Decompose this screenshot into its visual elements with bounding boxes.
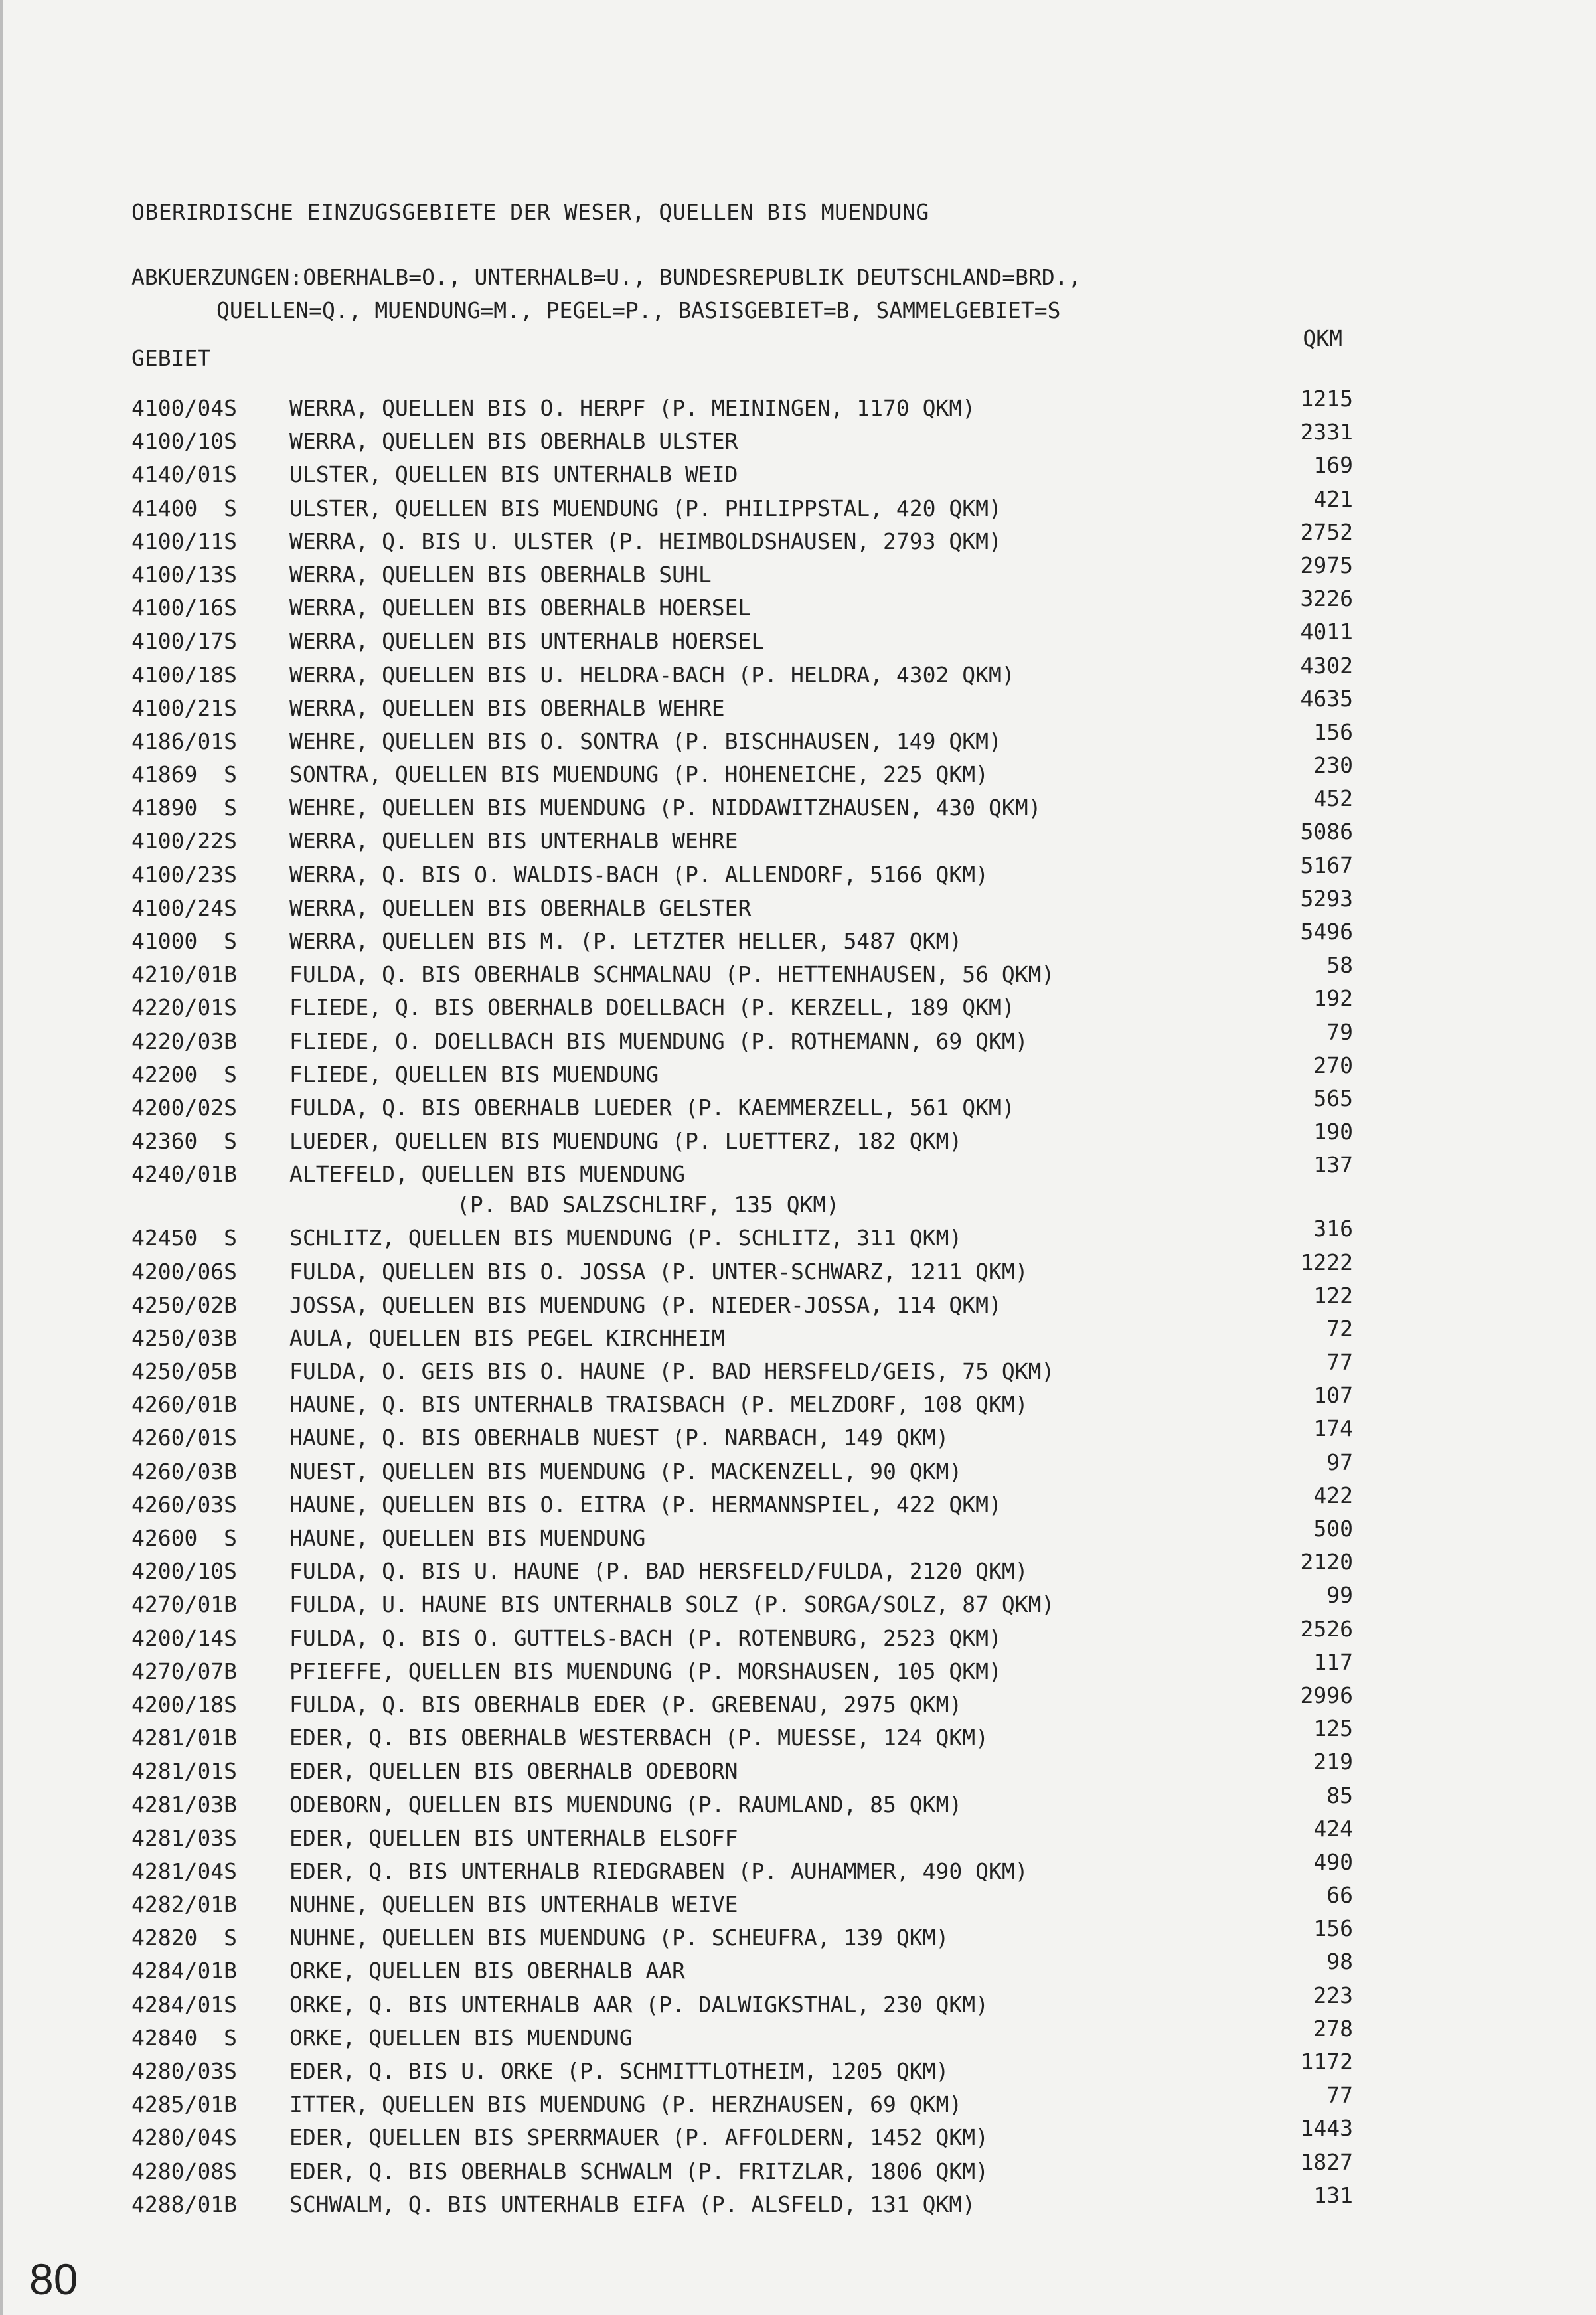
basin-area-qkm: 2331 [1300, 419, 1353, 445]
basin-description: FULDA, O. GEIS BIS O. HAUNE (P. BAD HERSFELD/GEIS, 75 QKM) [289, 1358, 1055, 1385]
basin-area-qkm: 2120 [1300, 1549, 1353, 1575]
basin-description: WEHRE, QUELLEN BIS O. SONTRA (P. BISCHHAUSEN, 149 QKM) [289, 728, 1002, 754]
basin-area-qkm: 421 [1313, 485, 1353, 512]
basin-area-qkm: 190 [1313, 1119, 1353, 1145]
basin-code: 4281/04S [131, 1858, 237, 1884]
table-row [131, 1615, 1353, 1658]
table-row [131, 1582, 1353, 1625]
table-row [131, 2082, 1353, 2124]
basin-description: WERRA, QUELLEN BIS O. HERPF (P. MEININGEN, 1170 QKM) [289, 395, 976, 421]
basin-code: 42820 S [131, 1925, 237, 1951]
basin-area-qkm: 2752 [1300, 519, 1353, 545]
table-row [131, 485, 1353, 528]
basin-description: WERRA, Q. BIS U. ULSTER (P. HEIMBOLDSHAUSEN, 2793 QKM) [289, 528, 1002, 554]
basin-description: WERRA, QUELLEN BIS OBERHALB GELSTER [289, 894, 752, 921]
basin-description: ODEBORN, QUELLEN BIS MUENDUNG (P. RAUMLAND, 85 QKM) [289, 1791, 963, 1818]
basin-description: SONTRA, QUELLEN BIS MUENDUNG (P. HOHENEICHE, 225 QKM) [289, 761, 989, 788]
column-header-qkm: QKM [1303, 325, 1342, 351]
basin-code: 4200/18S [131, 1691, 237, 1717]
basin-area-qkm: 98 [1326, 1949, 1353, 1975]
basin-description: NUHNE, QUELLEN BIS MUENDUNG (P. SCHEUFRA, 139 QKM) [289, 1925, 949, 1951]
basin-code: 42450 S [131, 1225, 237, 1251]
basin-area-qkm: 565 [1313, 1085, 1353, 1111]
basin-description: HAUNE, Q. BIS UNTERHALB TRAISBACH (P. MELZDORF, 108 QKM) [289, 1392, 1028, 1418]
basin-area-qkm: 5086 [1300, 819, 1353, 845]
basin-description: FULDA, Q. BIS OBERHALB SCHMALNAU (P. HETTENHAUSEN, 56 QKM) [289, 961, 1055, 988]
basin-code: 42200 S [131, 1061, 237, 1087]
basin-area-qkm: 125 [1313, 1716, 1353, 1742]
basin-area-qkm: 131 [1313, 2182, 1353, 2208]
basin-code: 4100/23S [131, 861, 237, 888]
basin-description: FLIEDE, QUELLEN BIS MUENDUNG [289, 1061, 659, 1087]
basin-code: 4284/01B [131, 1958, 237, 1984]
basin-area-qkm: 1172 [1300, 2049, 1353, 2075]
table-row [131, 1018, 1353, 1062]
table-row [131, 1415, 1353, 1458]
basin-area-qkm: 77 [1326, 1349, 1353, 1376]
table-row [131, 718, 1353, 761]
table-row [131, 1749, 1353, 1791]
basin-area-qkm: 5496 [1300, 919, 1353, 945]
basin-code: 4100/22S [131, 828, 237, 854]
basin-description: NUEST, QUELLEN BIS MUENDUNG (P. MACKENZELL, 90 QKM) [289, 1458, 963, 1484]
basin-description: LUEDER, QUELLEN BIS MUENDUNG (P. LUETTERZ, 182 QKM) [289, 1128, 963, 1155]
basin-description: WERRA, QUELLEN BIS OBERHALB HOERSEL [289, 595, 752, 621]
basin-area-qkm: 192 [1313, 985, 1353, 1012]
basin-code: 4186/01S [131, 728, 237, 754]
table-row [131, 1216, 1353, 1258]
basin-area-qkm: 500 [1313, 1516, 1353, 1542]
basin-description: ITTER, QUELLEN BIS MUENDUNG (P. HERZHAUSEN, 69 QKM) [289, 2091, 963, 2118]
table-row [131, 1085, 1353, 1128]
basin-code: 4260/03B [131, 1458, 237, 1484]
table-row [131, 1782, 1353, 1825]
table-row [131, 752, 1353, 795]
basin-description: ORKE, QUELLEN BIS OBERHALB AAR [289, 1958, 686, 1984]
basin-area-qkm: 422 [1313, 1482, 1353, 1508]
basin-area-qkm: 2975 [1300, 552, 1353, 578]
table-row [131, 985, 1353, 1028]
basin-description: EDER, QUELLEN BIS UNTERHALB ELSOFF [289, 1824, 738, 1851]
basin-code: 4270/07B [131, 1658, 237, 1684]
basin-area-qkm: 117 [1313, 1648, 1353, 1675]
table-row [131, 785, 1353, 828]
basin-code: 41000 S [131, 928, 237, 954]
basin-code: 4100/11S [131, 528, 237, 554]
basin-area-qkm: 58 [1326, 952, 1353, 979]
basin-description-continued: (P. BAD SALZSCHLIRF, 135 QKM) [457, 1192, 840, 1218]
table-row [131, 1315, 1353, 1358]
basin-code: 4100/13S [131, 561, 237, 588]
table-row [131, 919, 1353, 961]
basin-code: 4200/02S [131, 1094, 237, 1121]
table-row [131, 1815, 1353, 1858]
column-header-gebiet: GEBIET [131, 345, 211, 371]
table-row [131, 1152, 1353, 1225]
basin-area-qkm: 230 [1313, 752, 1353, 779]
basin-area-qkm: 4635 [1300, 685, 1353, 712]
basin-code: 4280/08S [131, 2158, 237, 2184]
basin-area-qkm: 219 [1313, 1749, 1353, 1775]
basin-description: WERRA, Q. BIS O. WALDIS-BACH (P. ALLENDORF, 5166 QKM) [289, 861, 989, 888]
basin-area-qkm: 1222 [1300, 1249, 1353, 1275]
table-row [131, 1915, 1353, 1958]
basin-area-qkm: 2996 [1300, 1682, 1353, 1708]
table-row [131, 1716, 1353, 1758]
basin-description: EDER, Q. BIS UNTERHALB RIEDGRABEN (P. AUHAMMER, 490 QKM) [289, 1858, 1028, 1884]
basin-code: 4260/03S [131, 1491, 237, 1518]
table-row [131, 2115, 1353, 2158]
basin-description: FULDA, QUELLEN BIS O. JOSSA (P. UNTER-SCHWARZ, 1211 QKM) [289, 1258, 1028, 1285]
basin-area-qkm: 2526 [1300, 1615, 1353, 1642]
basin-area-qkm: 72 [1326, 1315, 1353, 1342]
basin-code: 4220/01S [131, 995, 237, 1021]
basin-area-qkm: 99 [1326, 1582, 1353, 1609]
table-row [131, 1682, 1353, 1725]
basin-code: 4250/02B [131, 1291, 237, 1318]
basin-area-qkm: 278 [1313, 2015, 1353, 2041]
basin-description: FULDA, Q. BIS OBERHALB EDER (P. GREBENAU, 2975 QKM) [289, 1691, 963, 1717]
basin-code: 4100/10S [131, 428, 237, 455]
basin-area-qkm: 4302 [1300, 652, 1353, 679]
basin-description: FLIEDE, Q. BIS OBERHALB DOELLBACH (P. KERZELL, 189 QKM) [289, 995, 1015, 1021]
basin-area-qkm: 97 [1326, 1449, 1353, 1475]
basin-code: 42360 S [131, 1128, 237, 1155]
basin-code: 4100/04S [131, 395, 237, 421]
basin-description: HAUNE, QUELLEN BIS MUENDUNG [289, 1525, 646, 1551]
basin-area-qkm: 77 [1326, 2082, 1353, 2109]
basin-area-qkm: 5293 [1300, 885, 1353, 912]
table-row [131, 552, 1353, 595]
basin-area-qkm: 122 [1313, 1282, 1353, 1309]
basin-area-qkm: 107 [1313, 1382, 1353, 1409]
table-row [131, 2015, 1353, 2058]
basin-description: FULDA, Q. BIS U. HAUNE (P. BAD HERSFELD/FULDA, 2120 QKM) [289, 1558, 1028, 1585]
table-row [131, 1052, 1353, 1095]
page-number: 80 [29, 2255, 78, 2304]
basin-code: 4281/01S [131, 1758, 237, 1785]
basin-description: EDER, Q. BIS U. ORKE (P. SCHMITTLOTHEIM, 1205 QKM) [289, 2058, 949, 2084]
table-row [131, 1349, 1353, 1392]
basin-code: 41400 S [131, 495, 237, 521]
basin-area-qkm: 169 [1313, 452, 1353, 479]
basin-area-qkm: 1827 [1300, 2148, 1353, 2175]
basin-area-qkm: 316 [1313, 1216, 1353, 1242]
basin-code: 42600 S [131, 1525, 237, 1551]
table-row [131, 1382, 1353, 1425]
table-row [131, 586, 1353, 628]
table-row [131, 1949, 1353, 1991]
basin-area-qkm: 156 [1313, 1915, 1353, 1942]
basin-code: 4100/18S [131, 661, 237, 688]
basin-code: 4270/01B [131, 1591, 237, 1618]
basin-area-qkm: 137 [1313, 1152, 1353, 1178]
basin-description: EDER, Q. BIS OBERHALB WESTERBACH (P. MUESSE, 124 QKM) [289, 1725, 989, 1751]
basin-description: ORKE, QUELLEN BIS MUENDUNG [289, 2024, 633, 2051]
basin-description: HAUNE, QUELLEN BIS O. EITRA (P. HERMANNSPIEL, 422 QKM) [289, 1491, 1002, 1518]
table-row [131, 419, 1353, 461]
table-row [131, 619, 1353, 661]
table-row [131, 2148, 1353, 2192]
basin-code: 4100/16S [131, 595, 237, 621]
table-row [131, 386, 1353, 428]
table-row [131, 2182, 1353, 2225]
abbreviations-line-2: QUELLEN=Q., MUENDUNG=M., PEGEL=P., BASISGEBIET=B, SAMMELGEBIET=S [216, 297, 1061, 323]
table-row [131, 519, 1353, 562]
table-row [131, 852, 1353, 895]
table-row [131, 2049, 1353, 2091]
basin-area-qkm: 4011 [1300, 619, 1353, 645]
basin-area-qkm: 1443 [1300, 2115, 1353, 2142]
basin-description: FULDA, Q. BIS OBERHALB LUEDER (P. KAEMMERZELL, 561 QKM) [289, 1094, 1015, 1121]
table-row [131, 1282, 1353, 1325]
basin-description: AULA, QUELLEN BIS PEGEL KIRCHHEIM [289, 1324, 725, 1351]
basin-code: 4100/21S [131, 694, 237, 721]
basin-description: WERRA, QUELLEN BIS UNTERHALB HOERSEL [289, 628, 765, 655]
basin-area-qkm: 174 [1313, 1415, 1353, 1442]
basin-description: WERRA, QUELLEN BIS U. HELDRA-BACH (P. HELDRA, 4302 QKM) [289, 661, 1015, 688]
basin-description: FULDA, Q. BIS O. GUTTELS-BACH (P. ROTENBURG, 2523 QKM) [289, 1625, 1002, 1651]
basin-area-qkm: 270 [1313, 1052, 1353, 1078]
basin-description: EDER, QUELLEN BIS OBERHALB ODEBORN [289, 1758, 738, 1785]
table-row [131, 952, 1353, 995]
basin-code: 4220/03B [131, 1028, 237, 1054]
basin-description: FLIEDE, O. DOELLBACH BIS MUENDUNG (P. ROTHEMANN, 69 QKM) [289, 1028, 1028, 1054]
basin-description: EDER, QUELLEN BIS SPERRMAUER (P. AFFOLDERN, 1452 QKM) [289, 2124, 989, 2151]
document-title: OBERIRDISCHE EINZUGSGEBIETE DER WESER, QUELLEN BIS MUENDUNG [131, 199, 929, 225]
basin-description: HAUNE, Q. BIS OBERHALB NUEST (P. NARBACH, 149 QKM) [289, 1425, 949, 1451]
table-row [131, 1982, 1353, 2025]
basin-description: ORKE, Q. BIS UNTERHALB AAR (P. DALWIGKSTHAL, 230 QKM) [289, 1991, 989, 2018]
basin-description: JOSSA, QUELLEN BIS MUENDUNG (P. NIEDER-JOSSA, 114 QKM) [289, 1291, 1002, 1318]
basin-area-qkm: 490 [1313, 1848, 1353, 1875]
basin-area-qkm: 1215 [1300, 386, 1353, 412]
table-row [131, 819, 1353, 861]
basin-code: 4260/01S [131, 1425, 237, 1451]
basin-code: 4288/01B [131, 2191, 237, 2217]
basin-description: ALTEFELD, QUELLEN BIS MUENDUNG [289, 1161, 686, 1188]
basin-code: 4281/01B [131, 1725, 237, 1751]
basin-code: 41890 S [131, 795, 237, 821]
basin-code: 4250/03B [131, 1324, 237, 1351]
basin-description: PFIEFFE, QUELLEN BIS MUENDUNG (P. MORSHAUSEN, 105 QKM) [289, 1658, 1002, 1684]
basin-description: SCHLITZ, QUELLEN BIS MUENDUNG (P. SCHLITZ, 311 QKM) [289, 1225, 963, 1251]
basin-code: 4280/03S [131, 2058, 237, 2084]
basin-code: 4100/24S [131, 894, 237, 921]
basin-description: WERRA, QUELLEN BIS UNTERHALB WEHRE [289, 828, 738, 854]
table-row [131, 652, 1353, 695]
basin-area-qkm: 424 [1313, 1815, 1353, 1842]
basin-code: 4280/04S [131, 2124, 237, 2151]
table-row [131, 885, 1353, 928]
basin-description: ULSTER, QUELLEN BIS UNTERHALB WEID [289, 461, 738, 488]
basin-area-qkm: 66 [1326, 1882, 1353, 1909]
table-row [131, 1482, 1353, 1525]
basin-code: 42840 S [131, 2024, 237, 2051]
basin-code: 4282/01B [131, 1891, 237, 1918]
basin-code: 4140/01S [131, 461, 237, 488]
basin-code: 4240/01B [131, 1161, 237, 1188]
basin-area-qkm: 5167 [1300, 852, 1353, 878]
basin-area-qkm: 156 [1313, 718, 1353, 745]
abbreviations-line-1: ABKUERZUNGEN:OBERHALB=O., UNTERHALB=U., BUNDESREPUBLIK DEUTSCHLAND=BRD., [131, 264, 1081, 290]
basin-description: WEHRE, QUELLEN BIS MUENDUNG (P. NIDDAWITZHAUSEN, 430 QKM) [289, 795, 1042, 821]
basin-description: FULDA, U. HAUNE BIS UNTERHALB SOLZ (P. SORGA/SOLZ, 87 QKM) [289, 1591, 1055, 1618]
basin-code: 4200/06S [131, 1258, 237, 1285]
basin-description: ULSTER, QUELLEN BIS MUENDUNG (P. PHILIPPSTAL, 420 QKM) [289, 495, 1002, 521]
table-row [131, 452, 1353, 495]
basin-description: WERRA, QUELLEN BIS M. (P. LETZTER HELLER, 5487 QKM) [289, 928, 963, 954]
basin-code: 4200/10S [131, 1558, 237, 1585]
basin-code: 4260/01B [131, 1392, 237, 1418]
basin-code: 4100/17S [131, 628, 237, 655]
table-row [131, 1549, 1353, 1591]
basin-area-qkm: 452 [1313, 785, 1353, 812]
table-row [131, 1882, 1353, 1925]
table-row [131, 1449, 1353, 1492]
basin-area-qkm: 223 [1313, 1982, 1353, 2008]
table-row [131, 1848, 1353, 1891]
table-row [131, 1249, 1353, 1292]
basin-table [131, 386, 1353, 2225]
table-row [131, 1648, 1353, 1692]
basin-description: WERRA, QUELLEN BIS OBERHALB SUHL [289, 561, 712, 588]
basin-description: SCHWALM, Q. BIS UNTERHALB EIFA (P. ALSFELD, 131 QKM) [289, 2191, 976, 2217]
basin-description: NUHNE, QUELLEN BIS UNTERHALB WEIVE [289, 1891, 738, 1918]
basin-code: 4250/05B [131, 1358, 237, 1385]
basin-code: 4284/01S [131, 1991, 237, 2018]
table-row [131, 1516, 1353, 1558]
basin-description: EDER, Q. BIS OBERHALB SCHWALM (P. FRITZLAR, 1806 QKM) [289, 2158, 989, 2184]
table-row [131, 685, 1353, 728]
basin-code: 4285/01B [131, 2091, 237, 2118]
basin-code: 41869 S [131, 761, 237, 788]
basin-area-qkm: 3226 [1300, 586, 1353, 612]
basin-code: 4281/03S [131, 1824, 237, 1851]
basin-code: 4200/14S [131, 1625, 237, 1651]
basin-description: WERRA, QUELLEN BIS OBERHALB WEHRE [289, 694, 725, 721]
basin-code: 4210/01B [131, 961, 237, 988]
table-row [131, 1119, 1353, 1161]
basin-area-qkm: 79 [1326, 1018, 1353, 1045]
basin-area-qkm: 85 [1326, 1782, 1353, 1808]
basin-code: 4281/03B [131, 1791, 237, 1818]
basin-description: WERRA, QUELLEN BIS OBERHALB ULSTER [289, 428, 738, 455]
